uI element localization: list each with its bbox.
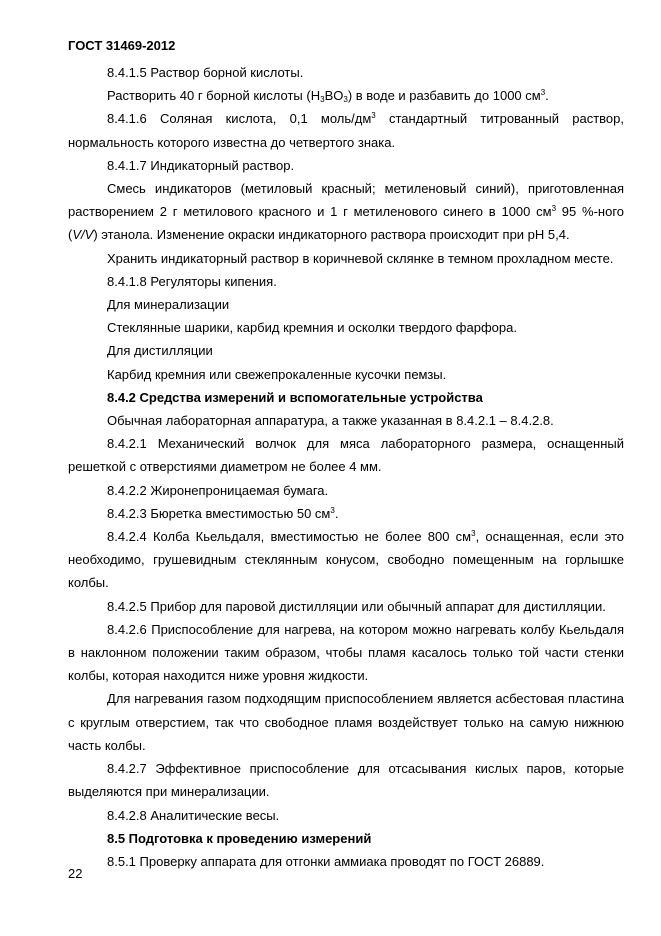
para-8-4-2-4: 8.4.2.4 Колба Кьельдаля, вместимостью не более 800 $см^3$, оснащенная, если это необходимо, грушевидным стеклянным конусом, свободно помещенным на горлышке колбы. (68, 529, 624, 591)
para-indicator-storage: Хранить индикаторный раствор в коричневой склянке в темном прохладном месте. (107, 250, 614, 266)
para-boric-acid-prep: Растворить 40 г борной кислоты $(H_3BO_3)$ в воде и разбавить до 1000 $см^3$. (107, 88, 549, 105)
para-glass-beads: Стеклянные шарики, карбид кремния и осколки твердого фарфора. (107, 320, 517, 336)
page-number: 22 (68, 866, 83, 881)
para-silicon-carbide: Карбид кремния или свежепрокаленные кусочки пемзы. (107, 366, 447, 382)
para-gas-heating: Для нагревания газом подходящим приспособлением является асбестовая пластина с круглым отверстием, так что свободное пламя воздействует только на самую нижнюю часть колбы. (68, 691, 624, 753)
para-8-4-1-5: 8.4.1.5 Раствор борной кислоты. (107, 65, 304, 80)
section-heading-8-5: 8.5 Подготовка к проведению измерений (107, 830, 372, 846)
para-8-4-1-8: 8.4.1.8 Регуляторы кипения. (107, 273, 277, 289)
para-8-5-1: 8.5.1 Проверку аппарата для отгонки аммиака проводят по ГОСТ 26889. (107, 853, 545, 869)
para-for-distillation: Для дистилляции (107, 343, 213, 359)
para-8-4-2-2: 8.4.2.2 Жиронепроницаемая бумага. (107, 482, 329, 498)
para-8-4-2-1: 8.4.2.1 Механический волчок для мяса лабораторного размера, оснащенный решеткой с отверстиями диаметром не более 4 мм. (68, 436, 624, 475)
para-for-mineralization: Для минерализации (107, 297, 230, 313)
document-header: ГОСТ 31469-2012 (68, 38, 176, 53)
section-heading-8-4-2: 8.4.2 Средства измерений и вспомогательные устройства (107, 389, 483, 405)
para-8-4-2-7: 8.4.2.7 Эффективное приспособление для отсасывания кислых паров, которые выделяются при минерализации. (68, 761, 624, 800)
para-8-4-2-8: 8.4.2.8 Аналитические весы. (107, 807, 280, 823)
para-8-4-1-6: 8.4.1.6 Соляная кислота, 0,1 моль/$дм^3$ стандартный титрованный раствор, нормальность которого известна до четвертого знака. (68, 111, 624, 150)
para-8-4-2-6: 8.4.2.6 Приспособление для нагрева, на котором можно нагревать колбу Кьельдаля в наклонном положении таким образом, чтобы пламя касалось только той части стенки колбы, которая находится ниже уровня жидкости. (68, 621, 624, 684)
para-8-4-2-5: 8.4.2.5 Прибор для паровой дистилляции или обычный аппарат для дистилляции. (107, 598, 606, 614)
document-body (68, 61, 624, 873)
para-8-4-1-7: 8.4.1.7 Индикаторный раствор. (107, 157, 295, 173)
para-lab-apparatus: Обычная лабораторная аппаратура, а также указанная в 8.4.2.1 – 8.4.2.8. (107, 413, 554, 429)
para-indicator-mix: Смесь индикаторов (метиловый красный; метиленовый синий), приготовленная растворением 2 г метилового красного и 1 г метиленового синего в 1000 $см^3$ 95 %-ного (V/V) этанола. Изменение окраски индикаторного раствора происходит при pH 5,4. (68, 181, 625, 243)
para-8-4-2-3: 8.4.2.3 Бюретка вместимостью 50 $см^3$. (107, 505, 339, 521)
